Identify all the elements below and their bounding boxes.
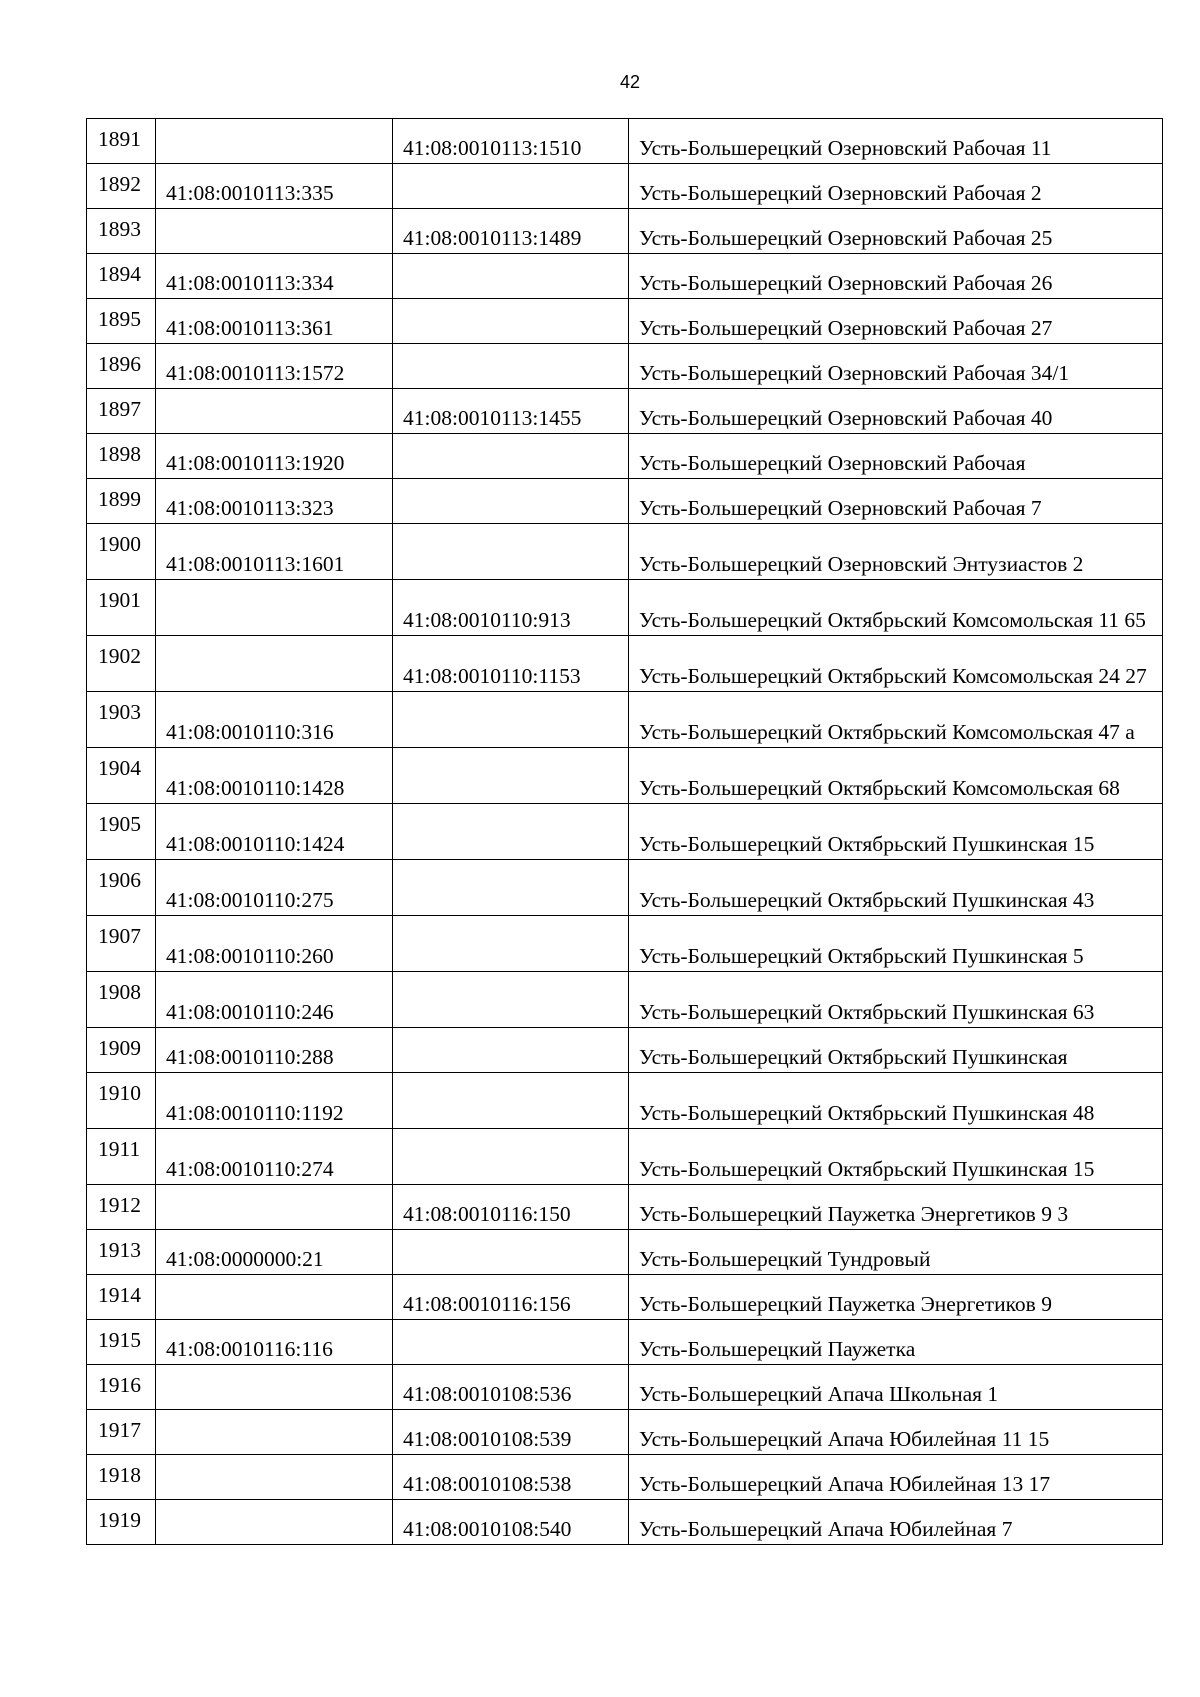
- cadastral-number-alt-cell: [393, 524, 629, 580]
- table-row: [87, 1275, 1163, 1320]
- address-cell: Усть-Большерецкий Октябрьский Пушкинская 15: [629, 1129, 1163, 1185]
- address-cell: Усть-Большерецкий Озерновский Рабочая 40: [629, 389, 1163, 434]
- cadastral-number-cell: [156, 1275, 393, 1320]
- row-number-cell: 1892: [87, 164, 156, 209]
- cadastral-number-alt-cell: [393, 1230, 629, 1275]
- table-row: [87, 434, 1163, 479]
- address-cell: Усть-Большерецкий Октябрьский Комсомольская 11 65: [629, 580, 1163, 636]
- row-number-cell: 1910: [87, 1073, 156, 1129]
- page-number: 42: [619, 72, 641, 92]
- table-row: [87, 389, 1163, 434]
- cadastral-number-cell: 41:08:0010113:335: [156, 164, 393, 209]
- address-cell: Усть-Большерецкий Октябрьский Комсомольская 68: [629, 748, 1163, 804]
- cadastral-number-cell: [156, 1185, 393, 1230]
- cadastral-number-alt-cell: 41:08:0010108:539: [393, 1410, 629, 1455]
- address-cell: Усть-Большерецкий Озерновский Рабочая 2: [629, 164, 1163, 209]
- address-cell: Усть-Большерецкий Озерновский Рабочая 7: [629, 479, 1163, 524]
- table-row: [87, 1455, 1163, 1500]
- table-row: [87, 1410, 1163, 1455]
- cadastral-number-alt-cell: 41:08:0010116:150: [393, 1185, 629, 1230]
- row-number-cell: 1914: [87, 1275, 156, 1320]
- table-row: [87, 1185, 1163, 1230]
- table-row: [87, 299, 1163, 344]
- row-number-cell: 1906: [87, 860, 156, 916]
- cadastral-number-cell: 41:08:0010113:1920: [156, 434, 393, 479]
- table-row: [87, 1365, 1163, 1410]
- table-row: [87, 860, 1163, 916]
- cadastral-number-alt-cell: 41:08:0010110:1153: [393, 636, 629, 692]
- cadastral-number-cell: 41:08:0010110:274: [156, 1129, 393, 1185]
- row-number-cell: 1911: [87, 1129, 156, 1185]
- row-number-cell: 1891: [87, 119, 156, 164]
- row-number-cell: 1918: [87, 1455, 156, 1500]
- row-number-cell: 1900: [87, 524, 156, 580]
- address-cell: Усть-Большерецкий Озерновский Рабочая 11: [629, 119, 1163, 164]
- table-row: [87, 1230, 1163, 1275]
- row-number-cell: 1912: [87, 1185, 156, 1230]
- row-number-cell: 1901: [87, 580, 156, 636]
- cadastral-number-alt-cell: [393, 164, 629, 209]
- cadastral-number-alt-cell: 41:08:0010113:1510: [393, 119, 629, 164]
- row-number-cell: 1896: [87, 344, 156, 389]
- cadastral-number-alt-cell: 41:08:0010116:156: [393, 1275, 629, 1320]
- cadastral-number-cell: 41:08:0010110:246: [156, 972, 393, 1028]
- cadastral-number-cell: 41:08:0010110:275: [156, 860, 393, 916]
- address-cell: Усть-Большерецкий Октябрьский Пушкинская 63: [629, 972, 1163, 1028]
- row-number-cell: 1904: [87, 748, 156, 804]
- table-row: [87, 524, 1163, 580]
- row-number-cell: 1917: [87, 1410, 156, 1455]
- cadastral-number-cell: 41:08:0010113:361: [156, 299, 393, 344]
- address-cell: Усть-Большерецкий Озерновский Рабочая 27: [629, 299, 1163, 344]
- cadastral-number-cell: 41:08:0010113:1601: [156, 524, 393, 580]
- table-body: [87, 119, 1163, 1545]
- cadastral-number-alt-cell: [393, 1073, 629, 1129]
- address-cell: Усть-Большерецкий Апача Юбилейная 11 15: [629, 1410, 1163, 1455]
- row-number-cell: 1897: [87, 389, 156, 434]
- cadastral-number-cell: 41:08:0000000:21: [156, 1230, 393, 1275]
- row-number-cell: 1919: [87, 1500, 156, 1545]
- address-cell: Усть-Большерецкий Паужетка Энергетиков 9: [629, 1275, 1163, 1320]
- cadastral-number-alt-cell: [393, 1129, 629, 1185]
- table-row: [87, 209, 1163, 254]
- cadastral-number-cell: 41:08:0010110:316: [156, 692, 393, 748]
- row-number-cell: 1909: [87, 1028, 156, 1073]
- row-number-cell: 1899: [87, 479, 156, 524]
- table-row: [87, 972, 1163, 1028]
- row-number-cell: 1903: [87, 692, 156, 748]
- table-row: [87, 344, 1163, 389]
- cadastral-number-cell: [156, 580, 393, 636]
- cadastral-number-cell: [156, 389, 393, 434]
- row-number-cell: 1915: [87, 1320, 156, 1365]
- cadastral-number-alt-cell: [393, 692, 629, 748]
- cadastral-number-alt-cell: [393, 434, 629, 479]
- address-cell: Усть-Большерецкий Апача Юбилейная 7: [629, 1500, 1163, 1545]
- row-number-cell: 1893: [87, 209, 156, 254]
- address-cell: Усть-Большерецкий Озерновский Рабочая 26: [629, 254, 1163, 299]
- table-row: [87, 1500, 1163, 1545]
- cadastral-number-alt-cell: [393, 860, 629, 916]
- address-cell: Усть-Большерецкий Озерновский Рабочая: [629, 434, 1163, 479]
- address-cell: Усть-Большерецкий Октябрьский Пушкинская 5: [629, 916, 1163, 972]
- address-cell: Усть-Большерецкий Октябрьский Комсомольская 24 27: [629, 636, 1163, 692]
- table-row: [87, 804, 1163, 860]
- address-cell: Усть-Большерецкий Паужетка: [629, 1320, 1163, 1365]
- cadastral-number-alt-cell: [393, 254, 629, 299]
- cadastral-number-cell: 41:08:0010110:1424: [156, 804, 393, 860]
- table-row: [87, 916, 1163, 972]
- row-number-cell: 1902: [87, 636, 156, 692]
- cadastral-number-cell: 41:08:0010116:116: [156, 1320, 393, 1365]
- row-number-cell: 1895: [87, 299, 156, 344]
- cadastral-number-cell: [156, 1410, 393, 1455]
- table-row: [87, 580, 1163, 636]
- table-row: [87, 748, 1163, 804]
- address-cell: Усть-Большерецкий Паужетка Энергетиков 9 3: [629, 1185, 1163, 1230]
- address-cell: Усть-Большерецкий Озерновский Рабочая 25: [629, 209, 1163, 254]
- table-row: [87, 164, 1163, 209]
- cadastral-number-cell: [156, 1500, 393, 1545]
- cadastral-number-alt-cell: 41:08:0010108:538: [393, 1455, 629, 1500]
- cadastral-number-alt-cell: [393, 916, 629, 972]
- address-cell: Усть-Большерецкий Озерновский Энтузиастов 2: [629, 524, 1163, 580]
- address-cell: Усть-Большерецкий Октябрьский Пушкинская 48: [629, 1073, 1163, 1129]
- table-row: [87, 119, 1163, 164]
- cadastral-number-cell: 41:08:0010113:323: [156, 479, 393, 524]
- table-row: [87, 636, 1163, 692]
- address-cell: Усть-Большерецкий Озерновский Рабочая 34/1: [629, 344, 1163, 389]
- cadastral-number-alt-cell: [393, 804, 629, 860]
- address-cell: Усть-Большерецкий Октябрьский Комсомольская 47 а: [629, 692, 1163, 748]
- address-cell: Усть-Большерецкий Октябрьский Пушкинская: [629, 1028, 1163, 1073]
- cadastral-number-cell: 41:08:0010110:1192: [156, 1073, 393, 1129]
- row-number-cell: 1908: [87, 972, 156, 1028]
- cadastral-number-alt-cell: [393, 1028, 629, 1073]
- row-number-cell: 1898: [87, 434, 156, 479]
- table-row: [87, 1129, 1163, 1185]
- table-row: [87, 692, 1163, 748]
- cadastral-number-alt-cell: [393, 972, 629, 1028]
- address-cell: Усть-Большерецкий Октябрьский Пушкинская 15: [629, 804, 1163, 860]
- property-registry-table: [86, 118, 1163, 1545]
- row-number-cell: 1907: [87, 916, 156, 972]
- cadastral-number-cell: [156, 1455, 393, 1500]
- cadastral-number-alt-cell: 41:08:0010108:540: [393, 1500, 629, 1545]
- cadastral-number-alt-cell: [393, 479, 629, 524]
- cadastral-number-alt-cell: 41:08:0010113:1455: [393, 389, 629, 434]
- cadastral-number-cell: 41:08:0010110:260: [156, 916, 393, 972]
- table-row: [87, 1073, 1163, 1129]
- cadastral-number-cell: [156, 209, 393, 254]
- row-number-cell: 1905: [87, 804, 156, 860]
- row-number-cell: 1913: [87, 1230, 156, 1275]
- address-cell: Усть-Большерецкий Октябрьский Пушкинская 43: [629, 860, 1163, 916]
- cadastral-number-cell: [156, 1365, 393, 1410]
- cadastral-number-cell: [156, 636, 393, 692]
- cadastral-number-cell: 41:08:0010110:1428: [156, 748, 393, 804]
- cadastral-number-alt-cell: [393, 344, 629, 389]
- cadastral-number-cell: 41:08:0010113:1572: [156, 344, 393, 389]
- cadastral-number-alt-cell: [393, 748, 629, 804]
- cadastral-number-alt-cell: 41:08:0010108:536: [393, 1365, 629, 1410]
- address-cell: Усть-Большерецкий Апача Школьная 1: [629, 1365, 1163, 1410]
- cadastral-number-alt-cell: [393, 299, 629, 344]
- cadastral-number-cell: 41:08:0010113:334: [156, 254, 393, 299]
- cadastral-number-cell: 41:08:0010110:288: [156, 1028, 393, 1073]
- row-number-cell: 1894: [87, 254, 156, 299]
- address-cell: Усть-Большерецкий Апача Юбилейная 13 17: [629, 1455, 1163, 1500]
- cadastral-number-alt-cell: 41:08:0010113:1489: [393, 209, 629, 254]
- row-number-cell: 1916: [87, 1365, 156, 1410]
- table-row: [87, 1320, 1163, 1365]
- table-row: [87, 479, 1163, 524]
- cadastral-number-cell: [156, 119, 393, 164]
- table-row: [87, 1028, 1163, 1073]
- address-cell: Усть-Большерецкий Тундровый: [629, 1230, 1163, 1275]
- cadastral-number-alt-cell: [393, 1320, 629, 1365]
- table-row: [87, 254, 1163, 299]
- cadastral-number-alt-cell: 41:08:0010110:913: [393, 580, 629, 636]
